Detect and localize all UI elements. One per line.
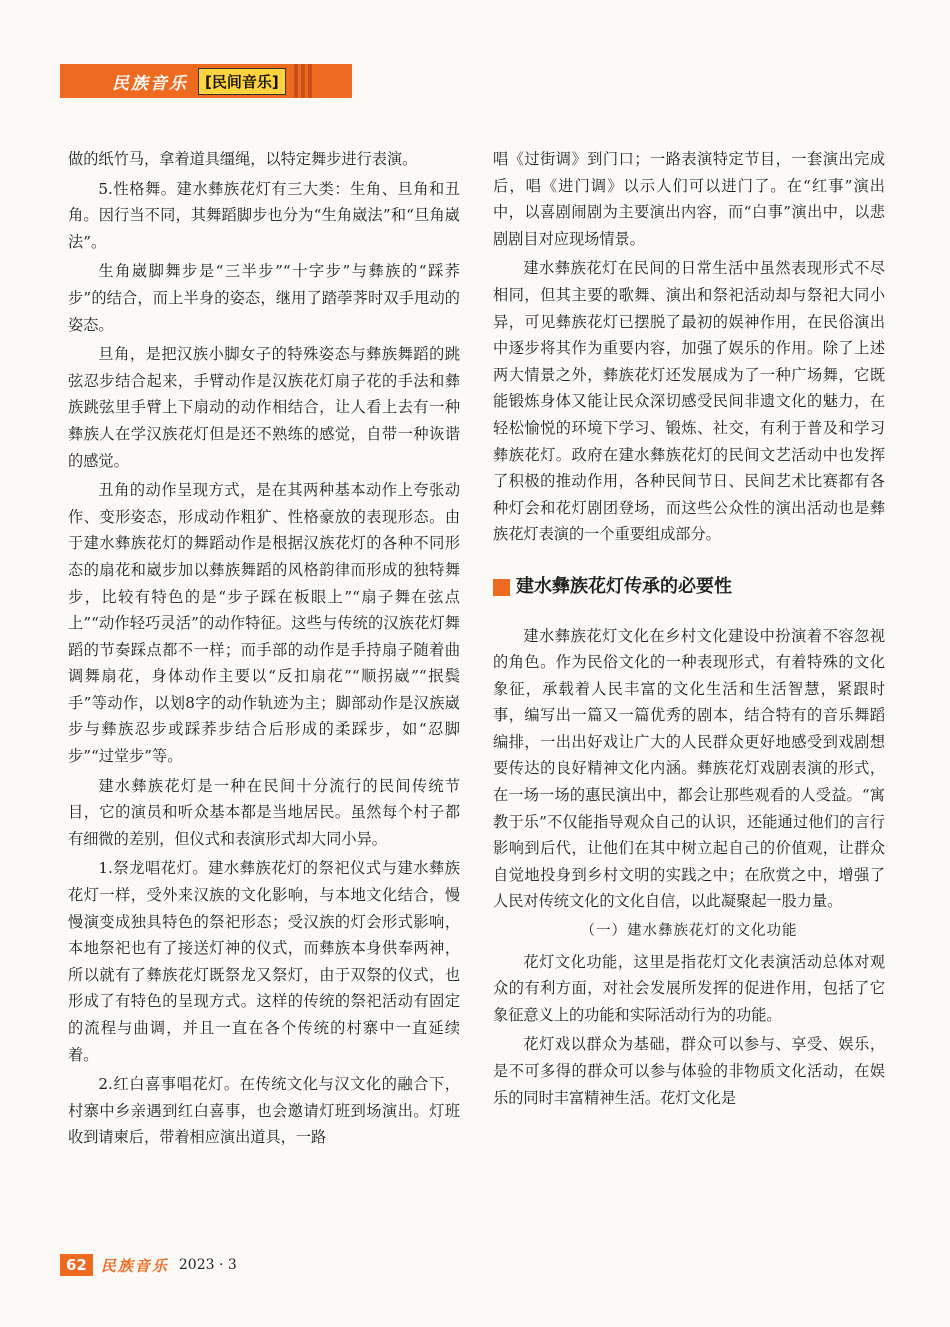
footer-logo: 民族音乐 bbox=[100, 1256, 169, 1275]
paragraph: 建水彝族花灯在民间的日常生活中虽然表现形式不尽相同，但其主要的歌舞、演出和祭祀活动却与祭祀大同小异，可见彝族花灯已摆脱了最初的娱神作用，在民俗演出中逐步将其作为重要内容，加强了娱乐的作用。除了上述两大情景之外，彝族花灯还发展成为了一种广场舞，它既能锻炼身体又能让民众深切感受民间非遗文化的魅力，在轻松愉悦的环境下学习、锻炼、社交，有利于普及和学习彝族花灯。政府在建水彝族花灯的民间文艺活动中也发挥了积极的推动作用，各种民间节日、民间艺术比赛都有各种灯会和花灯剧团登场，而这些公众性的演出活动也是彝族花灯表演的一个重要组成部分。 bbox=[493, 259, 885, 544]
paragraph: 花灯文化功能，这里是指花灯文化表演活动总体对观众的有利方面，对社会发展所发挥的促进作用，包括了它象征意义上的功能和实际活动行为的功能。 bbox=[493, 952, 885, 1024]
paragraph: 生角崴脚舞步是“三半步”“十字步”与彝族的“踩荞步”的结合，而上半身的姿态，继用了踏荸荠时双手甩动的姿态。 bbox=[68, 262, 460, 334]
header-bars bbox=[294, 64, 312, 98]
paragraph: 旦角，是把汉族小脚女子的特殊姿态与彝族舞蹈的跳弦忍步结合起来，手臂动作是汉族花灯扇子花的手法和彝族跳弦里手臂上下扇动的动作相结合，让人看上去有一种彝族人在学汉族花灯但是还不熟练的感觉，自带一种诙谐的感觉。 bbox=[68, 345, 460, 470]
section-heading-text: 建水彝族花灯传承的必要性 bbox=[516, 575, 732, 597]
issue-number: 2023 · 3 bbox=[178, 1257, 237, 1273]
paragraph: 丑角的动作呈现方式，是在其两种基本动作上夸张动作、变形姿态，形成动作粗犷、性格豪放的表现形态。由于建水彝族花灯的舞蹈动作是根据汉族花灯的各种不同形态的扇花和崴步加以彝族舞蹈的风格韵律而形成的独特舞步，比较有特色的是“步子踩在板眼上”“扇子舞在弦点上”“动作轻巧灵活”的动作特征。这些与传统的汉族花灯舞蹈的节奏踩点都不一样；而手部的动作是手持扇子随着曲调舞扇花，身体动作主要以“反扣扇花”“顺拐崴”“抿鬓手”等动作，以划8字的动作轨迹为主；脚部动作是汉族崴步与彝族忍步或踩荞步结合后形成的柔踩步，如“忍脚步”“过堂步”等。 bbox=[68, 481, 460, 766]
right-column bbox=[493, 146, 885, 1114]
section-label: [民间音乐] bbox=[198, 68, 286, 95]
section-heading bbox=[493, 574, 885, 601]
magazine-logo: 民族音乐 bbox=[112, 73, 188, 94]
paragraph: 做的纸竹马，拿着道具缰绳，以特定舞步进行表演。 bbox=[68, 150, 418, 168]
paragraph: 1.祭龙唱花灯。建水彝族花灯的祭祀仪式与建水彝族花灯一样，受外来汉族的文化影响，与本地文化结合，慢慢演变成独具特色的祭祀形态；受汉族的灯会形式影响，本地祭祀也有了接送灯神的仪式，而彝族本身供奉两神，所以就有了彝族花灯既祭龙又祭灯，由于双祭的仪式，也形成了有特色的呈现方式。这样的传统的祭祀活动有固定的流程与曲调，并且一直在各个传统的村寨中一直延续着。 bbox=[68, 859, 460, 1064]
header-stripe bbox=[60, 64, 100, 98]
paragraph: 花灯戏以群众为基础，群众可以参与、享受、娱乐，是不可多得的群众可以参与体验的非物质文化活动，在娱乐的同时丰富精神生活。花灯文化是 bbox=[493, 1035, 885, 1107]
paragraph: 唱《过街调》到门口；一路表演特定节目，一套演出完成后，唱《进门调》以示人们可以进门了。在“红事”演出中，以喜剧闹剧为主要演出内容，而“白事”演出中，以悲剧剧目对应现场情景。 bbox=[493, 150, 885, 248]
page-footer bbox=[60, 1254, 237, 1276]
subheading: （一）建水彝族花灯的文化功能 bbox=[580, 923, 798, 940]
paragraph: 2.红白喜事唱花灯。在传统文化与汉文化的融合下，村寨中乡亲遇到红白喜事，也会邀请灯班到场演出。灯班收到请柬后，带着相应演出道具，一路 bbox=[68, 1075, 460, 1147]
page-number: 62 bbox=[60, 1254, 93, 1276]
left-column bbox=[68, 146, 460, 1154]
paragraph: 5.性格舞。建水彝族花灯有三大类：生角、旦角和丑角。因行当不同，其舞蹈脚步也分为“生角崴法”和“旦角崴法”。 bbox=[68, 179, 460, 251]
paragraph: 建水彝族花灯是一种在民间十分流行的民间传统节目，它的演员和听众基本都是当地居民。虽然每个村子都有细微的差别，但仪式和表演形式却大同小异。 bbox=[68, 776, 460, 848]
heading-square-icon bbox=[493, 579, 510, 596]
paragraph: 建水彝族花灯文化在乡村文化建设中扮演着不容忽视的角色。作为民俗文化的一种表现形式，有着特殊的文化象征，承载着人民丰富的文化生活和生活智慧，紧跟时事，编写出一篇又一篇优秀的剧本，结合特有的音乐舞蹈编排，一出出好戏让广大的人民群众更好地感受到戏剧想要传达的良好精神文化内涵。彝族花灯戏剧表演的形式，在一场一场的惠民演出中，都会让那些观看的人受益。“寓教于乐”不仅能指导观众自己的认识，还能通过他们的言行影响到后代，让他们在其中树立起自己的价值观，让群众自觉地投身到乡村文明的实践之中；在欣赏之中，增强了人民对传统文化的文化自信，以此凝聚起一股力量。 bbox=[493, 626, 885, 911]
page-header bbox=[60, 64, 352, 98]
